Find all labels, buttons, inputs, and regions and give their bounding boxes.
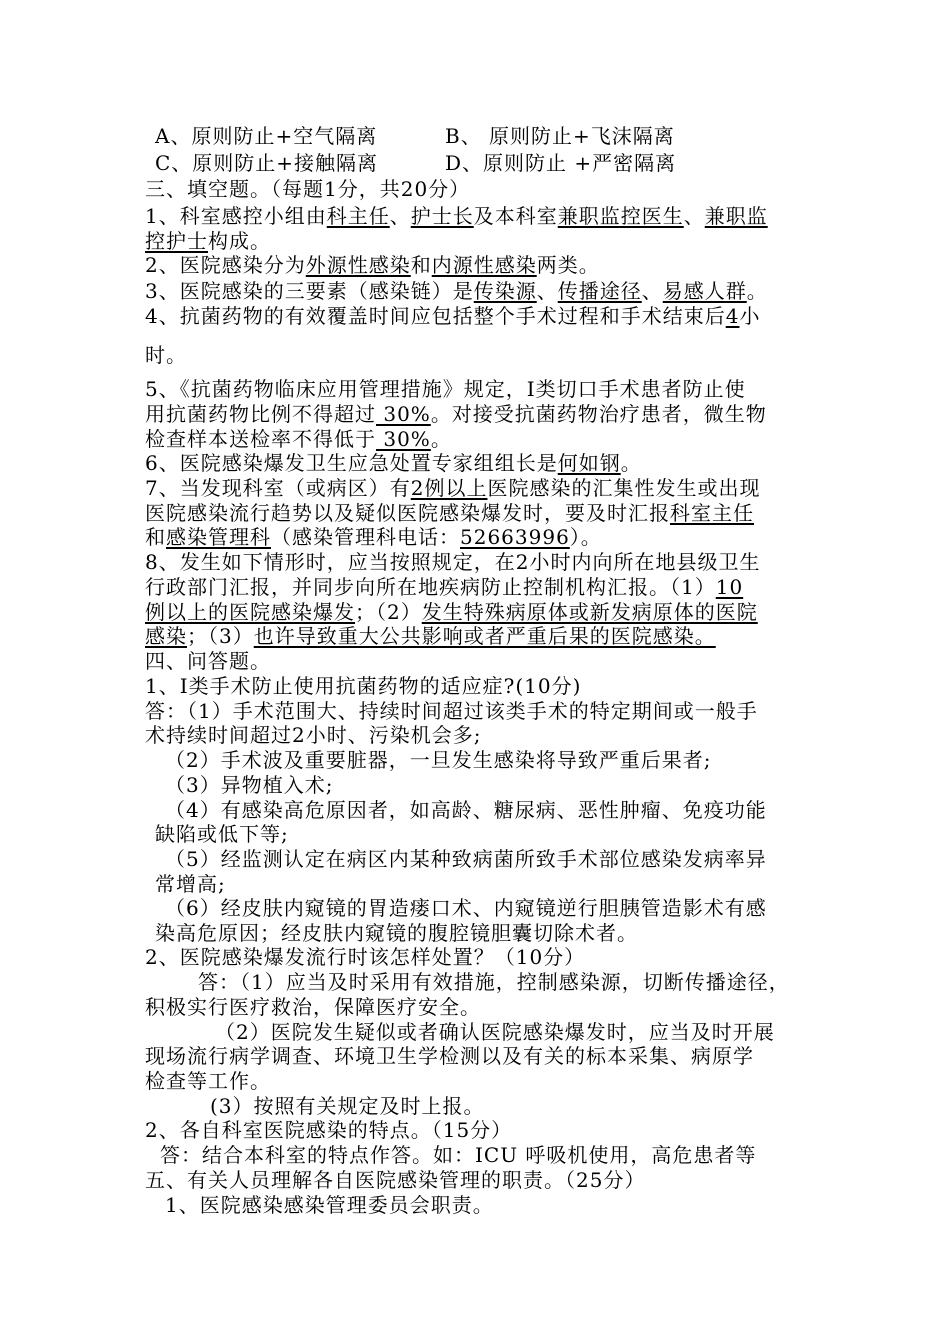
answer: 4 xyxy=(725,304,740,328)
qa-q2-answer-2: （2）医院发生疑似或者确认医院感染爆发时，应当及时开展 xyxy=(215,1020,775,1044)
choice-b: B、 原则防止+飞沫隔离 xyxy=(445,124,675,148)
fill-q7-line3 xyxy=(145,525,602,549)
qa-q1-answer-4: （4）有感染高危原因者，如高龄、糖尿病、恶性肿瘤、免疫功能 xyxy=(165,798,767,822)
fill-q1-line1 xyxy=(145,204,768,228)
fill-q4-line2: 时。 xyxy=(145,343,187,367)
text: 3、医院感染的三要素（感染链）是 xyxy=(145,279,474,303)
qa-q2-answer-1b: 积极实行医疗救治，保障医疗安全。 xyxy=(145,995,481,1019)
text: 用抗菌药物比例不得超过 xyxy=(145,402,376,426)
fill-q8-line4 xyxy=(145,624,716,648)
fill-q5-line2 xyxy=(145,402,767,426)
qa-q3-answer-1: 答：结合本科室的特点作答。如：ICU 呼吸机使用，高危患者等 xyxy=(160,1143,757,1167)
answer: 感染管理科 xyxy=(166,525,271,549)
answer: 10 xyxy=(715,575,744,599)
qa-q1-answer-6: （6）经皮肤内窥镜的胃造瘘口术、内窥镜逆行胆胰管造影术有感 xyxy=(165,896,767,920)
text: 。 xyxy=(430,427,452,451)
text: 构成。 xyxy=(208,229,271,253)
qa-q2-answer-2c: 检查等工作。 xyxy=(145,1069,271,1093)
choice-d: D、原则防止 +严密隔离 xyxy=(445,151,677,175)
fill-q4-line1 xyxy=(145,304,760,328)
text: 4、抗菌药物的有效覆盖时间应包括整个手术过程和手术结束后 xyxy=(145,304,726,328)
answer: 兼职监控医生 xyxy=(557,204,684,228)
fill-q5-line1: 5、《抗菌药物临床应用管理措施》规定，Ⅰ类切口手术患者防止使 xyxy=(145,377,746,401)
answer: 传染源 xyxy=(473,279,537,303)
text: 6、医院感染爆发卫生应急处置专家组组长是 xyxy=(145,451,558,475)
text: 行政部门汇报，并同步向所在地疾病防止控制机构汇报。（1） xyxy=(145,575,716,599)
section3-title: 三、填空题。（每题1分，共20分） xyxy=(145,177,471,201)
qa-q1-answer-1: 答：（1）手术范围大、持续时间超过该类手术的特定期间或一般手 xyxy=(145,699,758,723)
fill-q8-line3 xyxy=(145,600,758,624)
qa-q2: 2、医院感染爆发流行时该怎样处置？（10分） xyxy=(145,945,586,969)
fill-q1-line2 xyxy=(145,229,271,253)
text: 2、医院感染分为 xyxy=(145,253,306,277)
fill-q7-line1 xyxy=(145,476,760,500)
choice-row-ab xyxy=(155,124,675,148)
text: ；（2） xyxy=(355,600,422,624)
answer: 发生特殊病原体或新发病原体的医院 xyxy=(421,600,758,624)
choice-a: A、原则防止+空气隔离 xyxy=(155,124,378,148)
fill-q6 xyxy=(145,451,642,475)
qa-q1-answer-4b: 缺陷或低下等; xyxy=(155,822,289,846)
section4-title: 四、问答题。 xyxy=(145,649,271,673)
section5-item-1: 1、医院感染感染管理委员会职责。 xyxy=(165,1193,494,1217)
text: 小 xyxy=(739,304,761,328)
answer: 传播途径 xyxy=(557,279,642,303)
text: 、 xyxy=(683,204,705,228)
text: 医院感染流行趋势以及疑似医院感染爆发时，要及时汇报 xyxy=(145,501,670,525)
answer: 内源性感染 xyxy=(431,253,537,277)
section5-title: 五、有关人员理解各自医院感染管理的职责。（25分） xyxy=(145,1168,646,1192)
text: 及本科室 xyxy=(473,204,558,228)
text: 检查样本送检率不得低于 xyxy=(145,427,376,451)
qa-q1-answer-3: （3）异物植入术; xyxy=(165,773,334,797)
text: 、 xyxy=(536,279,558,303)
qa-q2-answer-3: (3）按照有关规定及时上报。 xyxy=(210,1094,485,1118)
choice-row-cd xyxy=(155,151,677,175)
text: 、 xyxy=(389,204,411,228)
text: 1、科室感控小组由 xyxy=(145,204,327,228)
text: ）。 xyxy=(569,525,602,549)
fill-q3 xyxy=(145,279,768,303)
text: 7、当发现科室（或病区）有 xyxy=(145,476,411,500)
answer: 护士长 xyxy=(410,204,474,228)
text: 和 xyxy=(145,525,166,549)
answer: 例以上的医院感染爆发 xyxy=(145,600,355,624)
answer: 易感人群 xyxy=(662,279,747,303)
text: 、 xyxy=(641,279,663,303)
answer: 2例以上 xyxy=(410,476,488,500)
fill-q8-line1: 8、发生如下情形时，应当按照规定，在2小时内向所在地县级卫生 xyxy=(145,550,761,574)
answer: 科主任 xyxy=(326,204,390,228)
text: 。对接受抗菌药物治疗患者，微生物 xyxy=(430,402,767,426)
answer: 兼职监 xyxy=(704,204,768,228)
text: 两类。 xyxy=(536,253,600,277)
text: （感染管理科电话： xyxy=(271,525,460,549)
answer: 也许导致重大公共影响或者严重后果的医院感染。 xyxy=(253,624,716,648)
text: 。 xyxy=(746,279,768,303)
answer: 30% xyxy=(376,402,431,426)
qa-q1: 1、Ⅰ类手术防止使用抗菌药物的适应症?(10分) xyxy=(145,674,582,698)
fill-q2 xyxy=(145,253,600,277)
text: 医院感染的汇集性发生或出现 xyxy=(487,476,761,500)
qa-q1-answer-5: （5）经监测认定在病区内某种致病菌所致手术部位感染发病率异 xyxy=(165,847,767,871)
answer: 感染 xyxy=(145,624,187,648)
qa-q1-answer-1b: 术持续时间超过2小时、污染机会多; xyxy=(145,723,482,747)
fill-q7-line2 xyxy=(145,501,754,525)
qa-q1-answer-5b: 常增高; xyxy=(155,872,226,896)
qa-q1-answer-6b: 染高危原因；经皮肤内窥镜的腹腔镜胆囊切除术者。 xyxy=(155,921,638,945)
choice-c: C、原则防止+接触隔离 xyxy=(155,151,379,175)
answer: 52663996 xyxy=(460,525,570,549)
answer: 控护士 xyxy=(145,229,208,253)
qa-q2-answer-2b: 现场流行病学调查、环境卫生学检测以及有关的标本采集、病原学 xyxy=(145,1044,754,1068)
text: 。 xyxy=(620,451,642,475)
qa-q1-answer-2: （2）手术波及重要脏器，一旦发生感染将导致严重后果者; xyxy=(165,748,712,772)
fill-q8-line2 xyxy=(145,575,743,599)
answer: 科室主任 xyxy=(670,501,754,525)
text: ；（3） xyxy=(187,624,254,648)
qa-q3: 2、各自科室医院感染的特点。（15分） xyxy=(145,1118,513,1142)
fill-q5-line3 xyxy=(145,427,452,451)
answer: 外源性感染 xyxy=(305,253,411,277)
answer: 何如钢 xyxy=(557,451,621,475)
qa-q2-answer-1: 答：（1）应当及时采用有效措施，控制感染源，切断传播途径， xyxy=(198,970,790,994)
answer: 30% xyxy=(376,427,431,451)
text: 和 xyxy=(410,253,432,277)
